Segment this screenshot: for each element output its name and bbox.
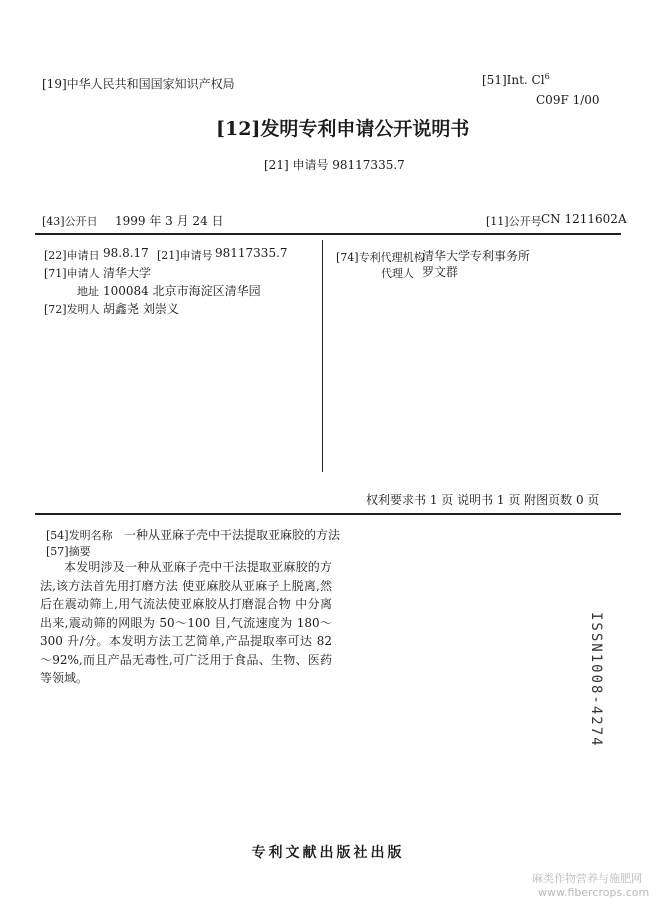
int-cl-code: C09F 1/00 (536, 93, 600, 107)
applicant: 清华大学 (103, 266, 152, 280)
agent-label: 代理人 (381, 267, 414, 280)
filing-date: 98.8.17 (103, 246, 149, 260)
abstract-label: [57]摘要 (46, 545, 91, 558)
agency-label: [74]专利代理机构 (336, 251, 425, 264)
application-number: 98117335.7 (215, 246, 288, 260)
page-counts: 权利要求书 1 页 说明书 1 页 附图页数 0 页 (366, 493, 600, 507)
invention-title: 一种从亚麻子壳中干法提取亚麻胶的方法 (124, 528, 341, 542)
publication-number-label: [11]公开号 (486, 215, 542, 228)
filing-date-label: [22]申请日 (44, 249, 100, 262)
publication-number: CN 1211602A (541, 212, 627, 226)
publisher-name: 专利文献出版社出版 (251, 845, 405, 861)
agency: 清华大学专利事务所 (422, 249, 531, 263)
applicant-label: [71]申请人 (44, 267, 100, 280)
issn-vertical-code: ISSN1008-4274 (588, 612, 604, 748)
publication-date: 1999 年 3 月 24 日 (115, 214, 224, 228)
authority-name: [19]中华人民共和国国家知识产权局 (42, 77, 235, 91)
agent: 罗文群 (422, 265, 459, 279)
address-label: 地址 (77, 285, 99, 298)
invention-title-label: [54]发明名称 (46, 529, 113, 542)
int-cl-label (482, 72, 550, 87)
publication-date-label: [43]公开日 (42, 215, 98, 228)
middle-divider (35, 513, 621, 515)
watermark-line-2: www.fibercrops.com (538, 886, 650, 899)
address: 100084 北京市海淀区清华园 (103, 284, 261, 298)
document-type-title: [12]发明专利申请公开说明书 (216, 118, 470, 140)
inventor-label: [72]发明人 (44, 303, 100, 316)
watermark-line-1: 麻类作物营养与施肥网 (532, 872, 642, 885)
abstract-text: 本发明涉及一种从亚麻子壳中干法提取亚麻胶的方法,该方法首先用打磨方法 使亚麻胶从亚麻子上脱离,然后在震动筛上,用气流法使亚麻胶从打磨混合物 中分离出来,震动筛的网眼为 50～100 目,气流速度为 180～300 升/分。本发明方法工艺简单,产品提取率可达 82～92%,而且产品无毒性,可广泛用于食品、生物、医药等领域。 (40, 560, 332, 685)
site-watermark (532, 872, 649, 900)
application-number-label: [21]申请号 (157, 249, 213, 262)
inventors: 胡鑫尧 刘崇义 (103, 302, 179, 316)
top-divider (35, 233, 621, 235)
application-number-line: [21] 申请号 98117335.7 (264, 158, 405, 172)
int-cl-text: [51]Int. Cl (482, 73, 545, 87)
int-cl-edition: 6 (544, 72, 550, 81)
column-divider (322, 240, 323, 472)
